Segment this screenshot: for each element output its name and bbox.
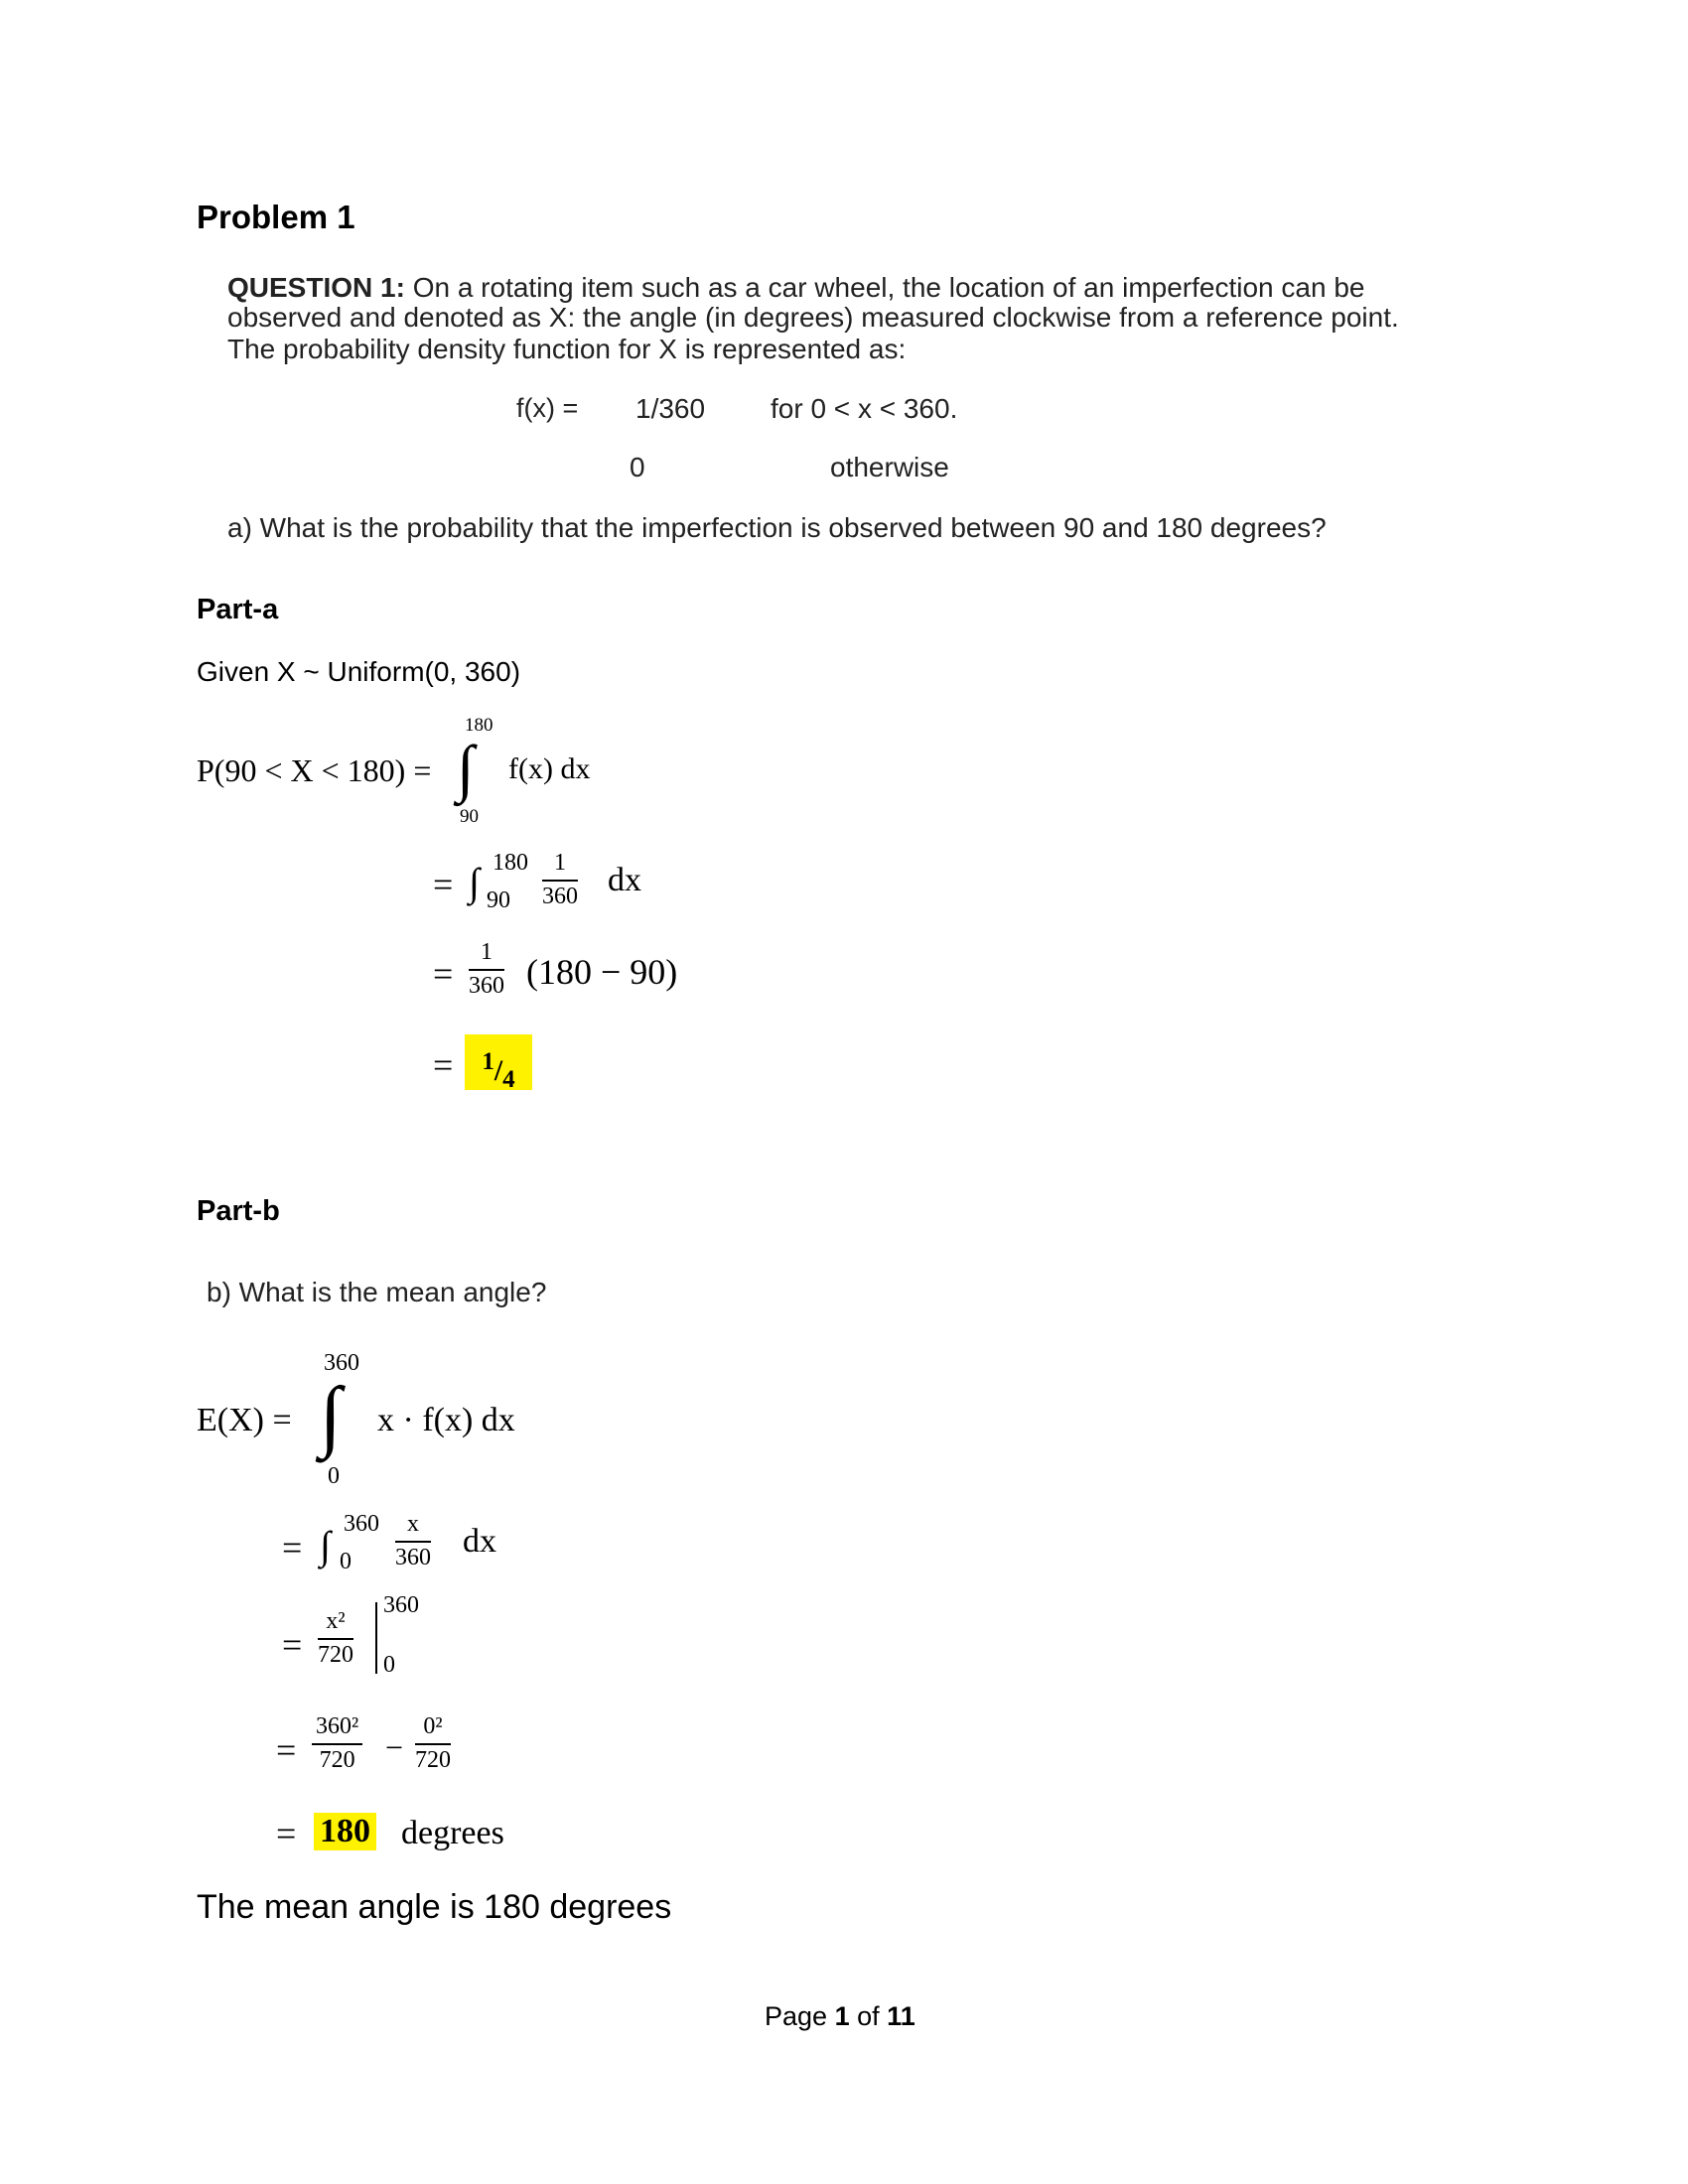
- integrand: f(x) dx: [508, 752, 591, 785]
- fraction: [415, 1713, 451, 1774]
- integral-upper-limit: 180: [492, 850, 528, 876]
- integral-lower-limit: 0: [328, 1463, 340, 1489]
- integral-sign: ∫: [320, 1523, 331, 1568]
- question-line-1: [227, 272, 1364, 304]
- question-label: QUESTION 1:: [227, 272, 405, 303]
- integrand: x · f(x) dx: [377, 1402, 515, 1438]
- equals-sign: =: [282, 1528, 303, 1568]
- of-word: of: [857, 2001, 880, 2031]
- fraction-denominator: 360: [395, 1544, 431, 1570]
- equals-sign: =: [276, 1814, 297, 1853]
- integral-upper-limit: 180: [465, 715, 493, 736]
- fraction: [542, 850, 578, 910]
- probability-lhs: P(90 < X < 180) =: [197, 752, 432, 788]
- part-a-title: Part-a: [197, 594, 279, 625]
- answer-numerator: 1: [482, 1048, 494, 1075]
- fraction-numerator: 360²: [312, 1713, 362, 1745]
- evaluation-lower-limit: 0: [383, 1652, 395, 1678]
- integral-sign: ∫: [457, 733, 475, 803]
- given-statement: Given X ~ Uniform(0, 360): [197, 656, 521, 687]
- fraction-numerator: 0²: [415, 1713, 451, 1745]
- answer-highlight: 180: [314, 1813, 376, 1850]
- answer-unit: degrees: [401, 1815, 504, 1851]
- integral-sign: ∫: [320, 1372, 342, 1459]
- fraction-denominator: 720: [415, 1746, 451, 1773]
- fraction: [318, 1608, 353, 1669]
- integral-lower-limit: 90: [460, 806, 479, 827]
- fraction-numerator: 1: [469, 939, 504, 971]
- question-text-1: On a rotating item such as a car wheel, the location of an imperfection can be: [412, 272, 1365, 303]
- fraction-denominator: 360: [542, 883, 578, 909]
- question-line-3: The probability density function for X is represented as:: [227, 334, 907, 364]
- answer-separator: /: [493, 1054, 503, 1087]
- fraction: [395, 1511, 431, 1571]
- fraction-numerator: x: [395, 1511, 431, 1543]
- page-total: 11: [887, 2001, 915, 2031]
- conclusion: The mean angle is 180 degrees: [197, 1888, 672, 1926]
- integral-lower-limit: 90: [487, 887, 510, 913]
- fraction-numerator: x²: [318, 1608, 353, 1640]
- equals-sign: =: [282, 1625, 303, 1665]
- page-number: [765, 2001, 915, 2032]
- evaluation-bar: [375, 1602, 377, 1674]
- part-b-question: b) What is the mean angle?: [207, 1277, 547, 1307]
- equals-sign: =: [433, 1045, 454, 1085]
- integral-upper-limit: 360: [344, 1511, 379, 1537]
- pdf-fx: f(x) =: [516, 393, 579, 423]
- equals-sign: =: [433, 865, 454, 904]
- part-b-title: Part-b: [197, 1195, 280, 1227]
- minus-sign: −: [385, 1729, 404, 1765]
- differential: dx: [463, 1523, 496, 1560]
- pdf-value-2: 0: [630, 452, 645, 482]
- integral-upper-limit: 360: [324, 1350, 359, 1376]
- answer-denominator: 4: [502, 1066, 515, 1093]
- pdf-condition-2: otherwise: [830, 452, 949, 482]
- evaluation-upper-limit: 360: [383, 1592, 419, 1618]
- fraction: [469, 939, 504, 1000]
- fraction-numerator: 1: [542, 850, 578, 882]
- page-title: Problem 1: [197, 199, 355, 235]
- integral-lower-limit: 0: [340, 1549, 352, 1574]
- pdf-value-1: 1/360: [635, 393, 706, 424]
- integral-sign: ∫: [469, 860, 480, 904]
- fraction-denominator: 720: [318, 1641, 353, 1668]
- expectation-lhs: E(X) =: [197, 1402, 292, 1438]
- page-word: Page: [765, 2001, 828, 2031]
- question-line-2: observed and denoted as X: the angle (in degrees) measured clockwise from a reference point.: [227, 302, 1399, 333]
- differential: dx: [608, 862, 641, 898]
- equals-sign: =: [433, 954, 454, 994]
- fraction-denominator: 720: [319, 1746, 355, 1773]
- answer-highlight: [465, 1034, 532, 1093]
- part-a-question: a) What is the probability that the imperfection is observed between 90 and 180 degrees?: [227, 512, 1327, 543]
- expression: (180 − 90): [526, 952, 678, 992]
- page-current: 1: [834, 2001, 850, 2031]
- pdf-condition-1: for 0 < x < 360.: [771, 393, 958, 424]
- fraction-denominator: 360: [469, 972, 504, 999]
- equals-sign: =: [276, 1730, 297, 1770]
- fraction: [312, 1713, 362, 1774]
